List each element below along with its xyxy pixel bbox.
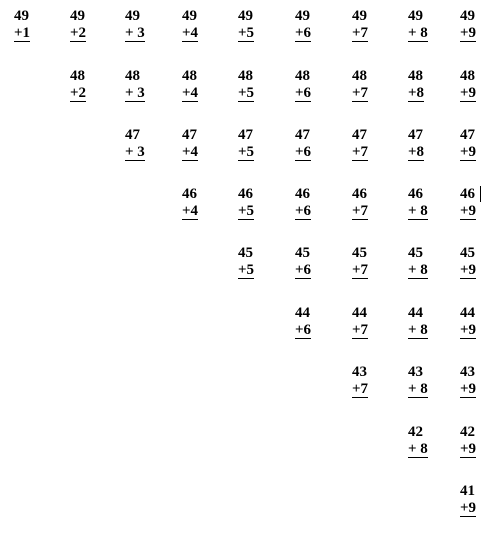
addition-problem [125,68,165,102]
addend-top: 47 [238,127,253,143]
addition-problem [14,8,54,42]
addition-problem [70,68,110,102]
addend-top: 48 [182,68,197,84]
addition-problem [408,8,448,42]
addend-top: 49 [70,8,85,24]
addend-top: 47 [460,127,475,143]
addend-top: 49 [125,8,140,24]
addend-top: 48 [238,68,253,84]
addend-bottom: + 8 [408,203,428,219]
addend-bottom: +6 [295,322,312,338]
addend-bottom: +2 [70,25,87,41]
addend-bottom: +6 [295,85,312,101]
addend-bottom: + 8 [408,322,428,338]
addend-bottom: + 8 [408,262,428,278]
addend-bottom: +2 [70,85,87,101]
addition-problem [238,8,278,42]
addend-top: 48 [125,68,140,84]
addition-problem [295,245,335,279]
addend-top: 45 [295,245,310,261]
addend-bottom: +5 [238,203,255,219]
addend-bottom: +9 [460,262,477,278]
addend-bottom: +4 [182,25,199,41]
addition-problem [460,483,500,517]
addition-problem [460,424,500,458]
addend-top: 41 [460,483,475,499]
addition-problem [295,305,335,339]
addend-top: 45 [460,245,475,261]
addition-problem [408,364,448,398]
addition-problem [408,186,448,220]
addend-top: 43 [460,364,475,380]
addend-top: 47 [352,127,367,143]
addend-bottom: + 3 [125,85,145,101]
addend-bottom: +9 [460,203,477,219]
addition-problem [182,8,222,42]
addend-top: 49 [460,8,475,24]
addend-top: 44 [352,305,367,321]
addend-top: 44 [408,305,423,321]
addend-bottom: +7 [352,203,369,219]
addend-bottom: +6 [295,262,312,278]
addend-bottom: +9 [460,381,477,397]
addend-top: 47 [295,127,310,143]
addend-top: 46 [182,186,197,202]
addend-top: 49 [14,8,29,24]
addition-problem [70,8,110,42]
addition-problem [238,186,278,220]
addition-problem [408,127,448,161]
addition-problem [460,68,500,102]
addend-bottom: + 8 [408,441,428,457]
addition-problem [460,127,500,161]
addend-bottom: + 8 [408,381,428,397]
addition-problem [125,8,165,42]
addition-problem [408,424,448,458]
addend-bottom: +4 [182,203,199,219]
addition-problem [352,245,392,279]
addend-bottom: +7 [352,322,369,338]
addend-top: 44 [295,305,310,321]
addition-problem [352,305,392,339]
addend-bottom: +9 [460,144,477,160]
addend-top: 47 [408,127,423,143]
addend-top: 46 [408,186,423,202]
addend-top: 46 [460,186,475,202]
addition-problem [295,186,335,220]
addend-bottom: +7 [352,381,369,397]
addend-top: 46 [295,186,310,202]
addend-bottom: +7 [352,262,369,278]
addition-problem [408,305,448,339]
addend-top: 49 [182,8,197,24]
addition-problem [182,127,222,161]
addition-problem [295,8,335,42]
addend-top: 45 [408,245,423,261]
addition-problem [460,245,500,279]
addend-top: 49 [295,8,310,24]
addend-bottom: +7 [352,85,369,101]
addition-problem [460,305,500,339]
addend-bottom: +4 [182,144,199,160]
addend-bottom: + 8 [408,25,428,41]
addend-bottom: +9 [460,322,477,338]
addend-top: 49 [238,8,253,24]
addend-bottom: +5 [238,144,255,160]
addend-top: 44 [460,305,475,321]
addend-bottom: + 3 [125,25,145,41]
addend-bottom: +5 [238,25,255,41]
addend-top: 48 [460,68,475,84]
addend-top: 45 [352,245,367,261]
addend-bottom: +9 [460,500,477,516]
addend-top: 48 [295,68,310,84]
addend-top: 48 [408,68,423,84]
addition-problem [295,68,335,102]
addend-bottom: +4 [182,85,199,101]
addition-problem [238,245,278,279]
addend-top: 43 [352,364,367,380]
addend-top: 46 [352,186,367,202]
addition-problem [460,364,500,398]
addition-problem [125,127,165,161]
addend-top: 43 [408,364,423,380]
addend-bottom: +1 [14,25,31,41]
addend-top: 46 [238,186,253,202]
addition-problem [352,127,392,161]
addition-problem [295,127,335,161]
addend-top: 48 [70,68,85,84]
addition-problem [182,186,222,220]
addend-top: 49 [408,8,423,24]
addend-top: 45 [238,245,253,261]
addend-top: 47 [182,127,197,143]
addition-problem [352,186,392,220]
addend-bottom: +6 [295,144,312,160]
addend-top: 48 [352,68,367,84]
addition-problem [352,8,392,42]
addition-problem [460,8,500,42]
addition-problem [238,127,278,161]
addition-problem [182,68,222,102]
addition-problem [352,68,392,102]
addend-top: 49 [352,8,367,24]
addend-bottom: +7 [352,25,369,41]
addend-bottom: +6 [295,203,312,219]
addition-problem [408,68,448,102]
addend-bottom: +7 [352,144,369,160]
addition-problem [352,364,392,398]
addition-problem [408,245,448,279]
addend-bottom: +5 [238,262,255,278]
addend-bottom: +9 [460,25,477,41]
addend-bottom: +9 [460,441,477,457]
addend-bottom: +8 [408,85,425,101]
addend-bottom: +6 [295,25,312,41]
addend-top: 42 [460,424,475,440]
addend-top: 42 [408,424,423,440]
addend-top: 47 [125,127,140,143]
addition-problem [238,68,278,102]
addend-bottom: + 3 [125,144,145,160]
addend-bottom: +9 [460,85,477,101]
addend-bottom: +8 [408,144,425,160]
text-cursor [480,186,481,202]
addend-bottom: +5 [238,85,255,101]
